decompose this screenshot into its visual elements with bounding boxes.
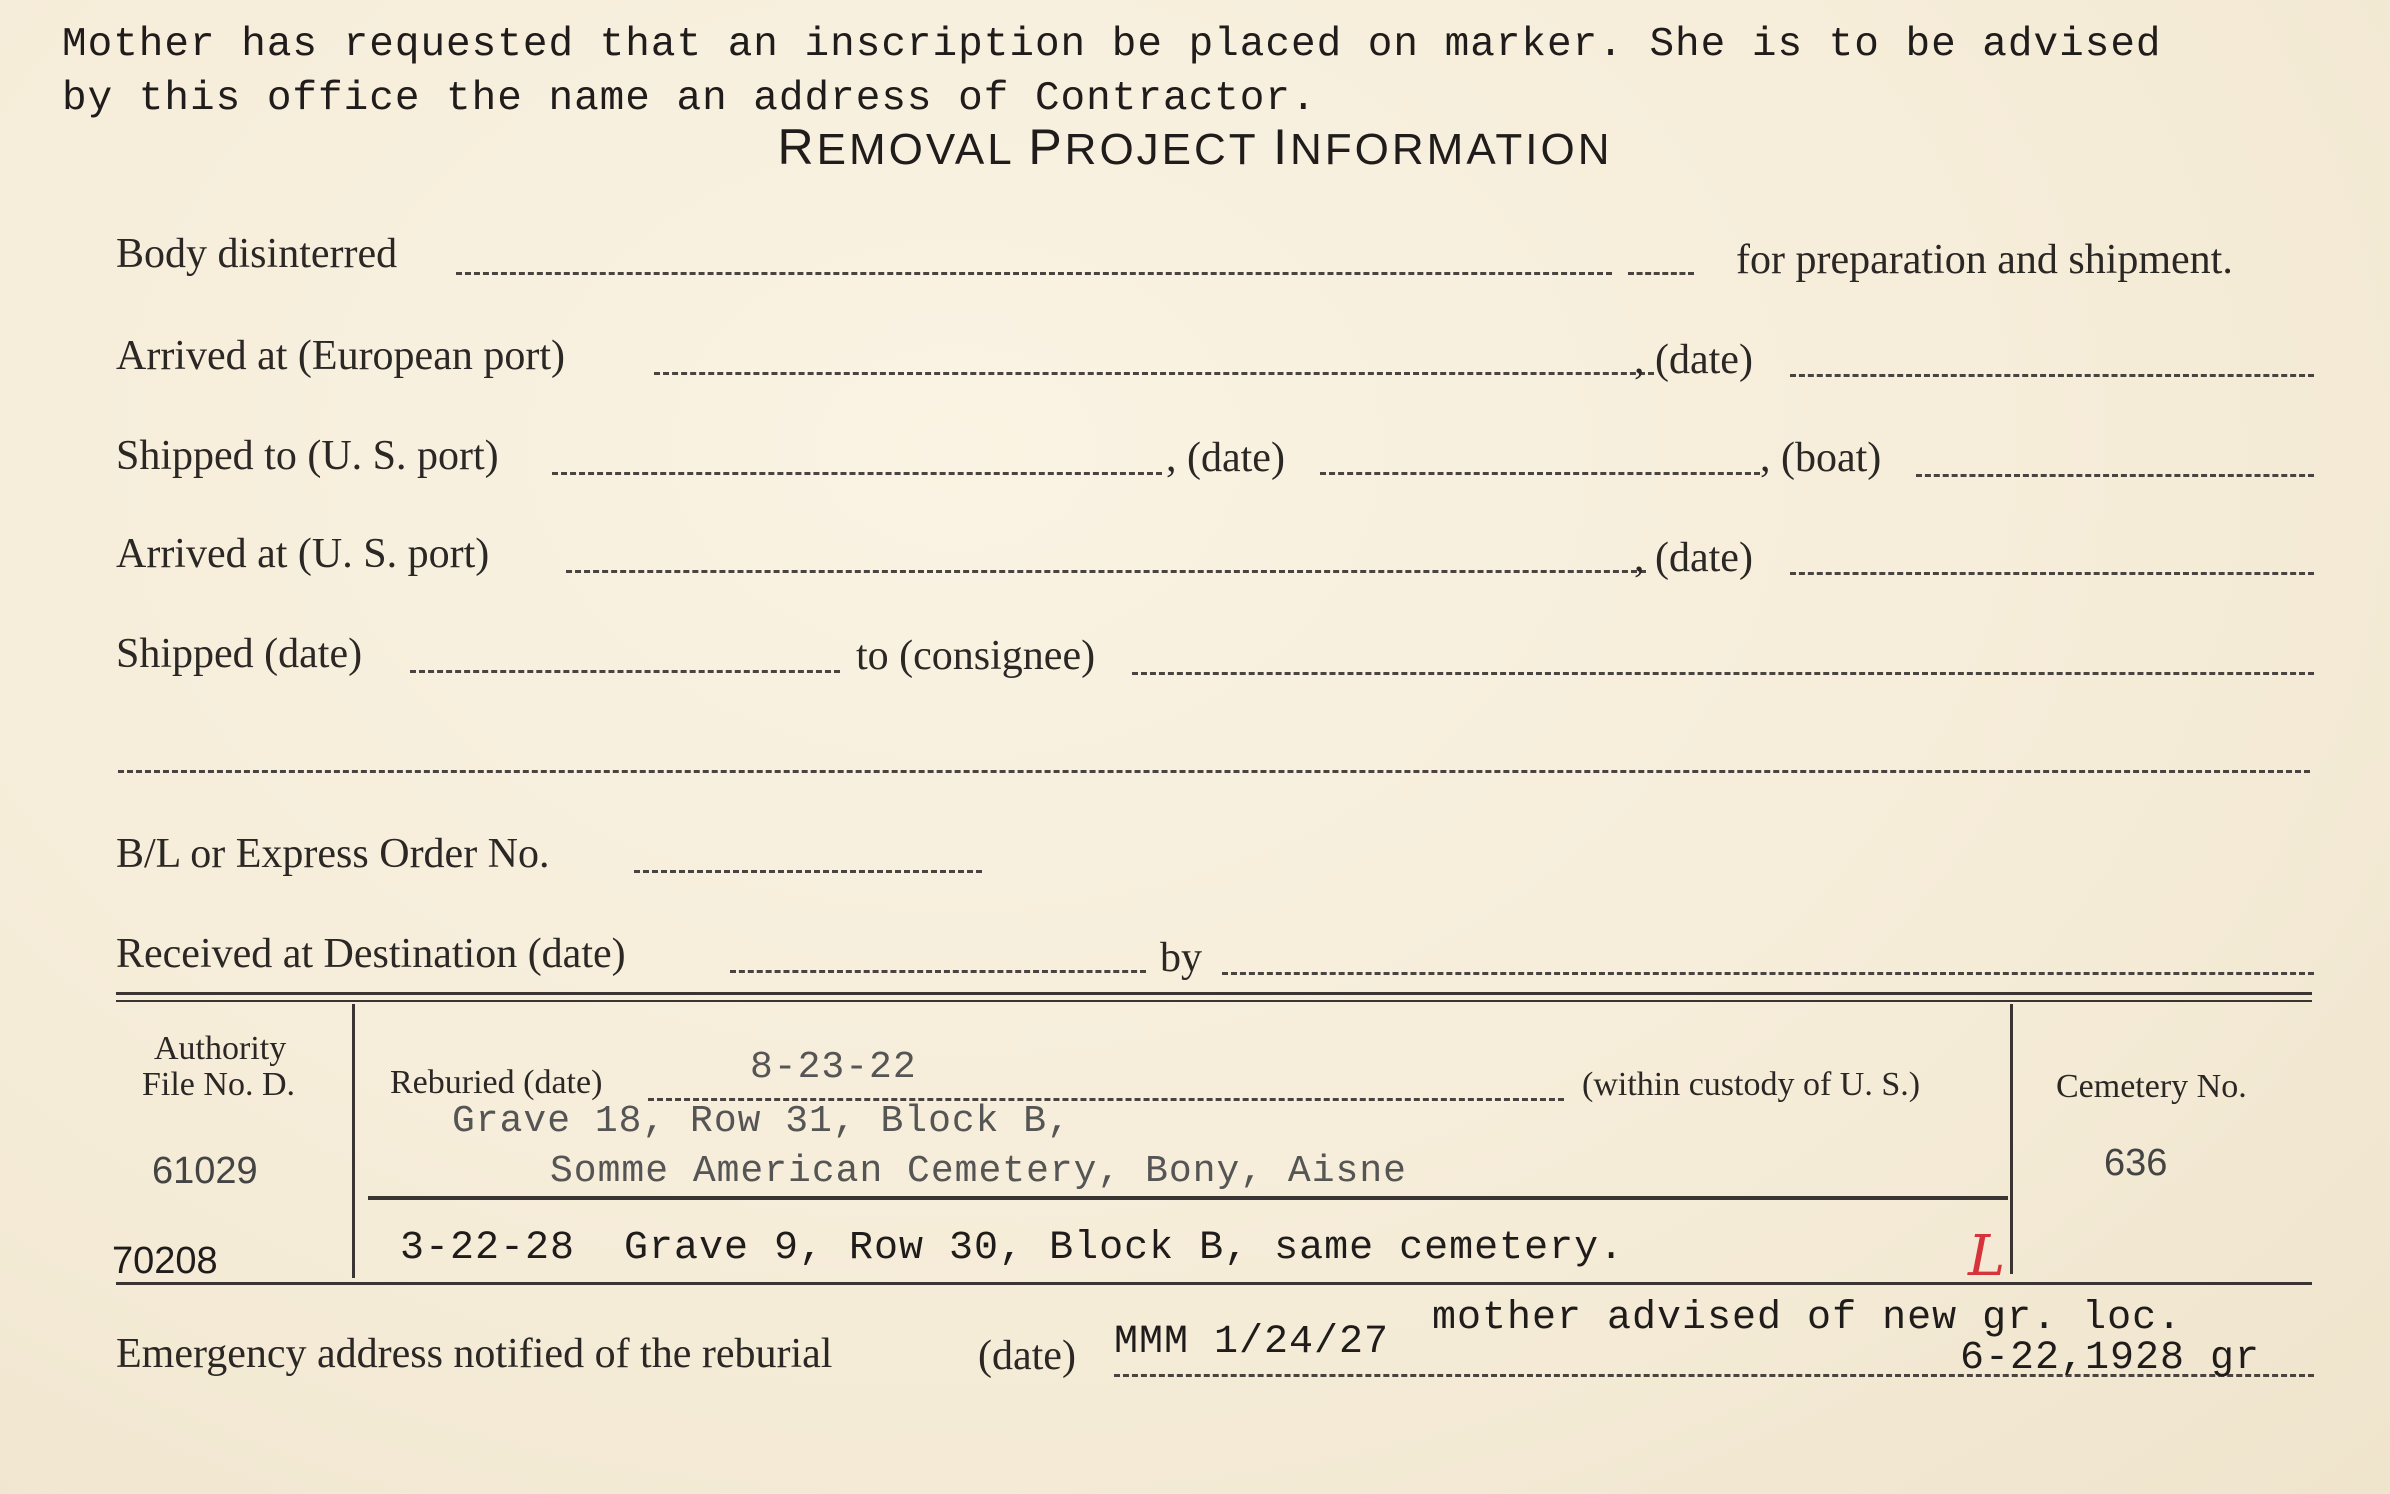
- new-grave-date: 3-22-28: [400, 1226, 576, 1271]
- received-destination-label: Received at Destination (date): [116, 931, 626, 977]
- table-divider-left: [352, 1004, 355, 1278]
- file-number: 61029: [152, 1150, 258, 1192]
- date-label-1: , (date): [1634, 337, 1753, 383]
- cemetery-number: 636: [2104, 1142, 2168, 1184]
- reburied-date: 8-23-22: [750, 1046, 917, 1089]
- authority-label: Authority: [154, 1030, 287, 1067]
- emergency-note: mother advised of new gr. loc.: [1432, 1296, 2183, 1341]
- arrived-us-line[interactable]: [566, 570, 1646, 573]
- shipped-date-line[interactable]: [410, 670, 840, 673]
- received-by-line[interactable]: [1222, 972, 2314, 975]
- body-disinterred-line-2: [1628, 272, 1694, 275]
- table-divider-right: [2010, 1004, 2013, 1274]
- boat-line[interactable]: [1916, 474, 2314, 477]
- arrived-european-date-line[interactable]: [1790, 374, 2314, 377]
- file-no-label: File No. D.: [142, 1066, 295, 1103]
- shipped-us-date-line[interactable]: [1320, 472, 1760, 475]
- received-date-line[interactable]: [730, 970, 1146, 973]
- shipped-us-line[interactable]: [552, 472, 1162, 475]
- for-preparation-label: for preparation and shipment.: [1736, 237, 2233, 283]
- arrived-european-line[interactable]: [654, 372, 1654, 375]
- consignee-continuation-line[interactable]: [118, 770, 2310, 773]
- arrived-us-label: Arrived at (U. S. port): [116, 531, 490, 577]
- body-disinterred-label: Body disinterred: [116, 231, 398, 277]
- typed-note-line-2: by this office the name an address of Contractor.: [62, 76, 1317, 122]
- emergency-date-label: (date): [978, 1333, 1076, 1379]
- table-top-border-2: [116, 1000, 2312, 1002]
- bl-order-line[interactable]: [634, 870, 982, 873]
- arrived-european-label: Arrived at (European port): [116, 333, 565, 379]
- bl-order-label: B/L or Express Order No.: [116, 831, 550, 877]
- new-grave-location: Grave 9, Row 30, Block B, same cemetery.: [624, 1226, 1625, 1271]
- to-consignee-label: to (consignee): [856, 633, 1096, 679]
- emergency-label: Emergency address notified of the reburial: [116, 1331, 833, 1377]
- date-label-3: , (date): [1634, 535, 1753, 581]
- table-top-border: [116, 992, 2312, 995]
- boat-label: , (boat): [1760, 435, 1882, 481]
- within-custody-label: (within custody of U. S.): [1582, 1066, 1921, 1103]
- consignee-line[interactable]: [1132, 672, 2314, 675]
- file-number-2: 70208: [112, 1240, 218, 1282]
- reburial-separator: [368, 1196, 2008, 1200]
- page-title: REMOVAL PROJECT INFORMATION: [777, 119, 1613, 175]
- red-check-mark: L: [1968, 1224, 2006, 1289]
- grave-line-2: Somme American Cemetery, Bony, Aisne: [550, 1150, 1407, 1193]
- body-disinterred-line[interactable]: [456, 272, 1612, 275]
- shipped-date-label: Shipped (date): [116, 631, 363, 677]
- reburied-label: Reburied (date): [390, 1064, 603, 1101]
- by-label: by: [1160, 935, 1202, 981]
- emergency-note-date: 6-22,1928 gr: [1960, 1336, 2261, 1381]
- date-label-2: , (date): [1166, 435, 1285, 481]
- cemetery-no-label: Cemetery No.: [2056, 1068, 2247, 1105]
- typed-note-line-1: Mother has requested that an inscription be placed on marker. She is to be advised: [62, 22, 2162, 68]
- emergency-initials-date: MMM 1/24/27: [1114, 1320, 1390, 1365]
- arrived-us-date-line[interactable]: [1790, 572, 2314, 575]
- shipped-us-label: Shipped to (U. S. port): [116, 433, 499, 479]
- grave-line-1: Grave 18, Row 31, Block B,: [452, 1100, 1071, 1143]
